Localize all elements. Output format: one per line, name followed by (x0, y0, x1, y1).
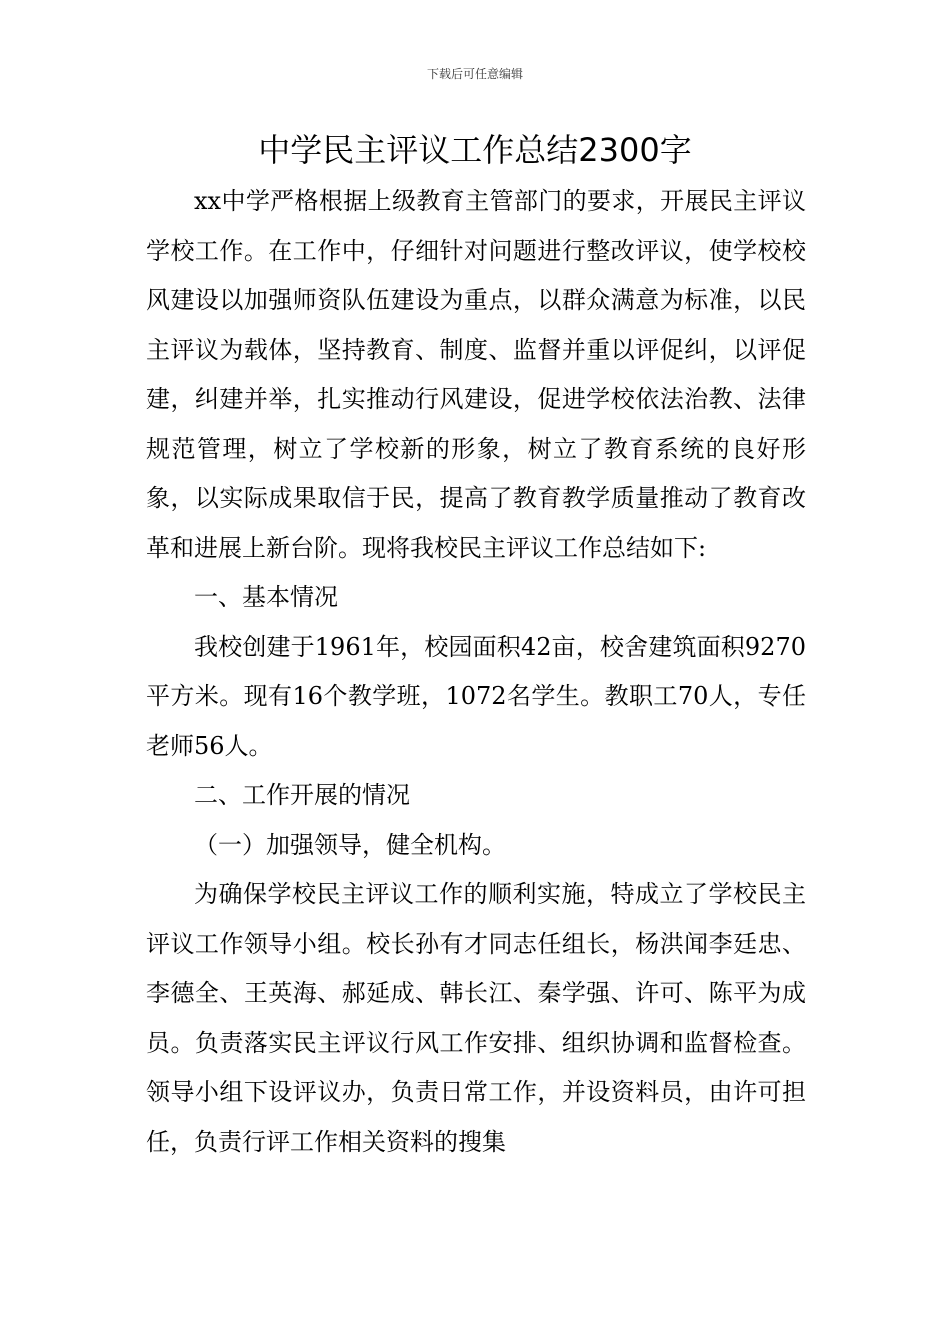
subsection-heading-leadership: （一）加强领导，健全机构。 (194, 830, 506, 859)
document-title: 中学民主评议工作总结2300字 (258, 131, 692, 169)
paragraph-leadership: 为确保学校民主评议工作的顺利实施，特成立了学校民主评议工作领导小组。校长孙有才同志任组长，杨洪闻李廷忠、李德全、王英海、郝延成、韩长江、秦学强、许可、陈平为成员。负责落实民主评议行风工作安排、组织协调和监督检查。领导小组下设评议办，负责日常工作，并设资料员，由许可担任，负责行评工作相关资料的搜集 (146, 880, 806, 1156)
section-heading-work-progress: 二、工作开展的情况 (194, 781, 410, 809)
paragraph-intro: xx中学严格根据上级教育主管部门的要求，开展民主评议学校工作。在工作中，仔细针对问题进行整改评议，使学校校风建设以加强师资队伍建设为重点，以群众满意为标准，以民主评议为载体，坚持教育、制度、监督并重以评促纠，以评促建，纠建并举，扎实推动行风建设，促进学校依法治教、法律规范管理，树立了学校新的形象，树立了教育系统的良好形象，以实际成果取信于民，提高了教育教学质量推动了教育改革和进展上新台阶。现将我校民主评议工作总结如下: (146, 187, 806, 562)
header-note: 下载后可任意编辑 (426, 67, 523, 81)
section-heading-basic-info: 一、基本情况 (194, 583, 338, 611)
paragraph-basic-info: 我校创建于1961年，校园面积42亩，校舍建筑面积9270平方米。现有16个教学班，1072名学生。教职工70人，专任老师56人。 (146, 632, 806, 760)
document-body (146, 177, 806, 1167)
